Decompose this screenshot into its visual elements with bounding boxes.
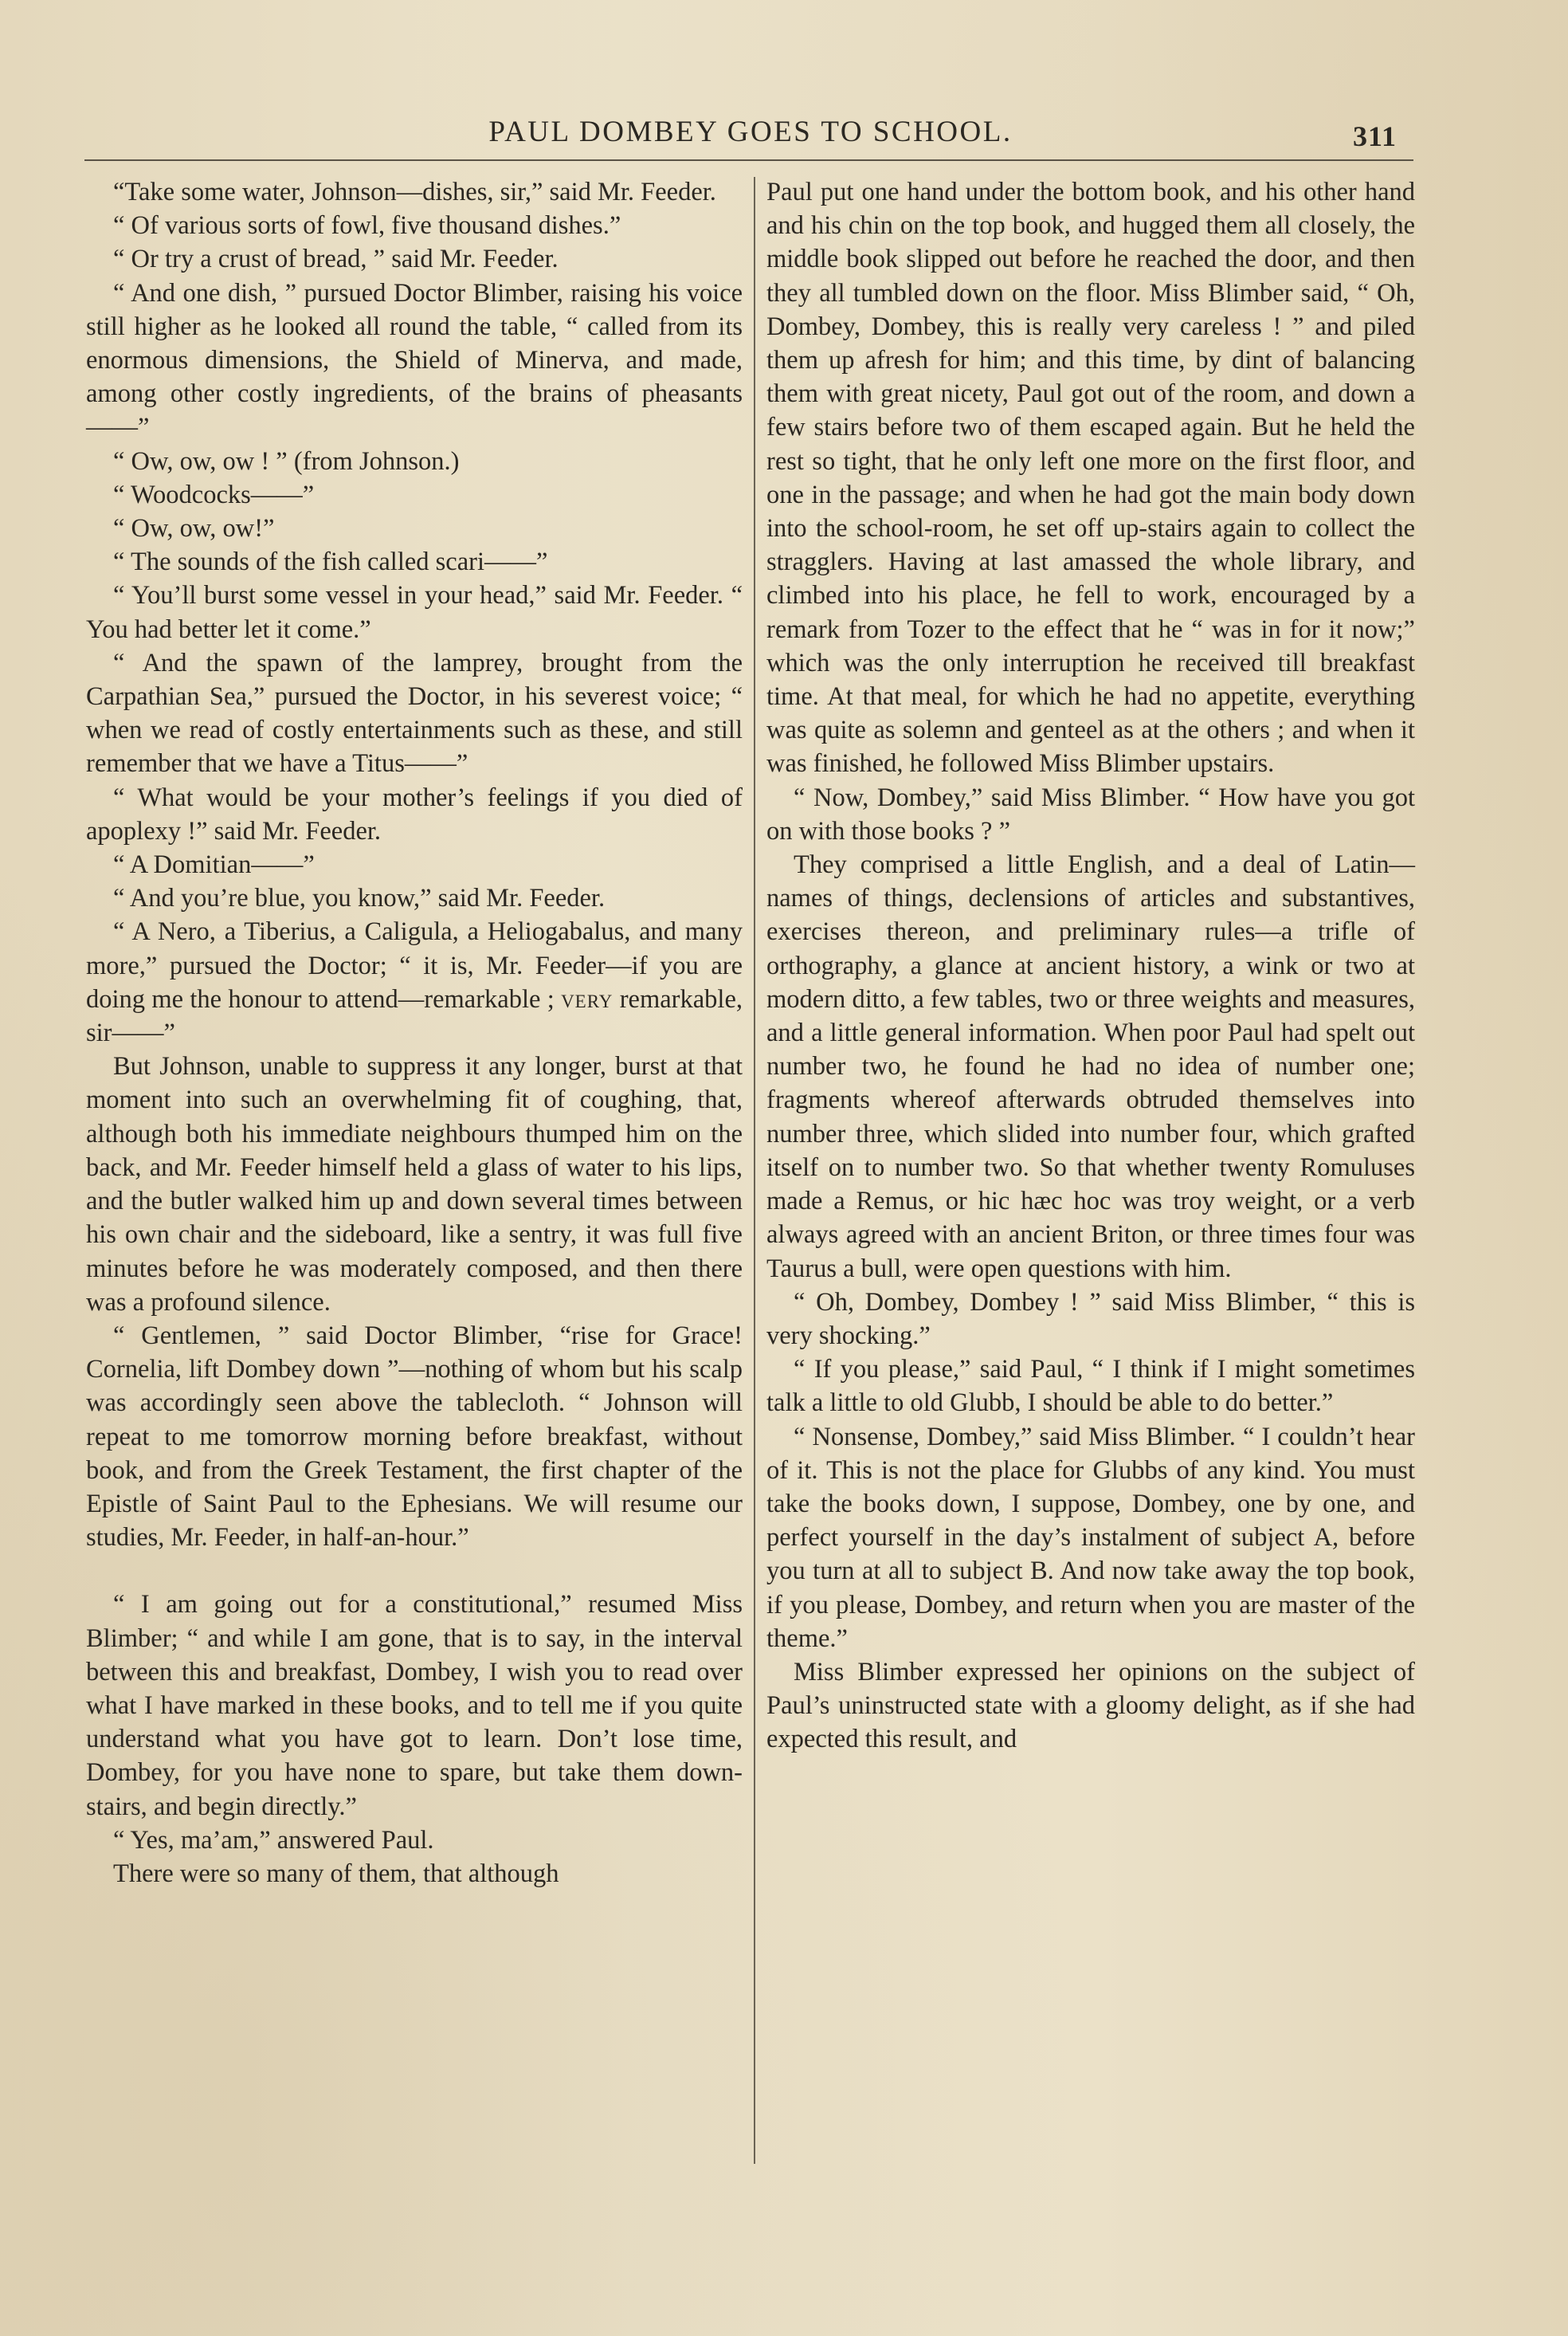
paragraph: “ You’ll burst some vessel in your head,” said Mr. Feeder. “ You had better let it come.” <box>86 581 743 644</box>
paragraph: “ Ow, ow, ow!” <box>113 514 275 544</box>
small-caps-word: very <box>561 984 613 1014</box>
paragraph: “ Gentlemen, ” said Doctor Blimber, “rise for Grace! Cornelia, lift Dombey down ”—nothing of whom but his scalp was accordingly seen above the tablecloth. “ Johnson will repeat to me tomorrow morning before breakfast, without book, and from the Greek Testament, the first chapter of the Epistle of Saint Paul to the Ephesians. We will resume our studies, Mr. Feeder, in half-an-hour.” <box>86 1321 743 1553</box>
column-rule <box>754 177 755 2164</box>
paragraph: “ A Domitian——” <box>113 850 315 880</box>
paragraph: “ And you’re blue, you know,” said Mr. Feeder. <box>113 884 606 913</box>
paragraph: “ If you please,” said Paul, “ I think if I might sometimes talk a little to old Glubb, I should be able to do better.” <box>766 1355 1415 1418</box>
page-number: 311 <box>1352 120 1397 152</box>
paragraph: Miss Blimber expressed her opinions on the subject of Paul’s uninstructed state with a gloomy delight, as if she had expected this result, and <box>766 1657 1415 1754</box>
paragraph: But Johnson, unable to suppress it any longer, burst at that moment into such an overwhelming fit of coughing, that, although both his immediate neighbours thumped him on the back, and Mr. Feeder himself held a glass of water to his lips, and the butler walked him up and down several times between his own chair and the sideboard, like a sentry, it was full five minutes before he was moderately composed, and then there was a profound silence. <box>86 1052 743 1317</box>
paragraph: “ The sounds of the fish called scari——” <box>113 548 548 577</box>
running-title: PAUL DOMBEY GOES TO SCHOOL. <box>488 116 1013 148</box>
paragraph: “ Of various sorts of fowl, five thousand dishes.” <box>113 211 621 241</box>
paragraph: “ And the spawn of the lamprey, brought from the Carpathian Sea,” pursued the Doctor, in his severest voice; “ when we read of costly entertainments such as these, and still remember that we have a Titus——” <box>86 648 743 779</box>
paragraph: “ Yes, ma’am,” answered Paul. <box>113 1825 434 1855</box>
paragraph: “ Or try a crust of bread, ” said Mr. Feeder. <box>113 245 559 274</box>
paragraph: “ And one dish, ” pursued Doctor Blimber, raising his voice still higher as he looked all round the table, “ called from its enormous dimensions, the Shield of Minerva, and made, among other costly ingredients, of the brains of pheasants——” <box>86 278 743 442</box>
paragraph: “Take some water, Johnson—dishes, sir,” said Mr. Feeder. <box>113 178 716 206</box>
paragraph: “ What would be your mother’s feelings if you died of apoplexy !” said Mr. Feeder. <box>86 783 743 846</box>
right-column <box>766 175 1415 1757</box>
paragraph: “ Woodcocks——” <box>113 480 315 509</box>
paragraph <box>86 915 743 1050</box>
paragraph: Paul put one hand under the bottom book, and his other hand and his chin on the top book, and hugged them all closely, the middle book slipped out before he reached the door, and then they all tumbled down on the floor. Miss Blimber said, “ Oh, Dombey, Dombey, this is really very careless ! ” and piled them up afresh for him; and this time, by dint of balancing them with great nicety, Paul got out of the room, and down a few stairs before two of them escaped again. But he held the rest so tight, that he only left one more on the first floor, and one in the passage; and when he had got the main body down into the school-room, he set off up-stairs again to collect the stragglers. Having at last amassed the whole library, and climbed into his place, he fell to work, encouraged by a remark from Tozer to the effect that he “ was in for it now;” which was the only interruption he received till breakfast time. At that meal, for which he had no appetite, everything was quite as solemn and genteel as at the others ; and when it was finished, he followed Miss Blimber upstairs. <box>766 178 1415 779</box>
paragraph: There were so many of them, that although <box>113 1859 559 1888</box>
header-rule <box>84 159 1413 161</box>
running-head <box>84 110 1417 158</box>
paragraph-text: remarkable, sir——” <box>86 984 743 1048</box>
paragraph: “ Oh, Dombey, Dombey ! ” said Miss Blimber, “ this is very shocking.” <box>766 1287 1415 1350</box>
paragraph: “ I am going out for a constitutional,” resumed Miss Blimber; “ and while I am gone, that is to say, in the interval between this and breakfast, Dombey, I wish you to read over what I have marked in these books, and to tell me if you quite understand what you have got to learn. Don’t lose time, Dombey, for you have none to spare, but take them down-stairs, and begin directly.” <box>86 1590 743 1821</box>
paragraph: “ Nonsense, Dombey,” said Miss Blimber. “ I couldn’t hear of it. This is not the place for Glubbs of any kind. You must take the books down, I suppose, Dombey, one by one, and perfect yourself in the day’s instalment of subject A, before you turn at all to subject B. And now take away the top book, if you please, Dombey, and return when you are master of the theme.” <box>766 1422 1415 1653</box>
paragraph: “ Ow, ow, ow ! ” (from Johnson.) <box>113 446 460 476</box>
left-column <box>86 175 743 1890</box>
paragraph: They comprised a little English, and a deal of Latin—names of things, declensions of articles and substantives, exercises thereon, and preliminary rules—a trifle of orthography, a glance at ancient history, a wink or two at modern ditto, a few tables, two or three weights and measures, and a little general information. When poor Paul had spelt out number two, he found he had no idea of number one; fragments whereof afterwards obtruded themselves into number three, which slided into number four, which grafted itself on to number two. So that whether twenty Romuluses made a Remus, or hic hæc hoc was troy weight, or a verb always agreed with an ancient Briton, or three times four was Taurus a bull, were open questions with him. <box>766 850 1415 1283</box>
paragraph: “ Now, Dombey,” said Miss Blimber. “ How have you got on with those books ? ” <box>766 783 1415 846</box>
paragraph-text: “ A Nero, a Tiberius, a Caligula, a Heliogabalus, and many more,” pursued the Doctor; “ it is, Mr. Feeder—if you are doing me the honour to attend—remarkable ; <box>86 917 743 1014</box>
